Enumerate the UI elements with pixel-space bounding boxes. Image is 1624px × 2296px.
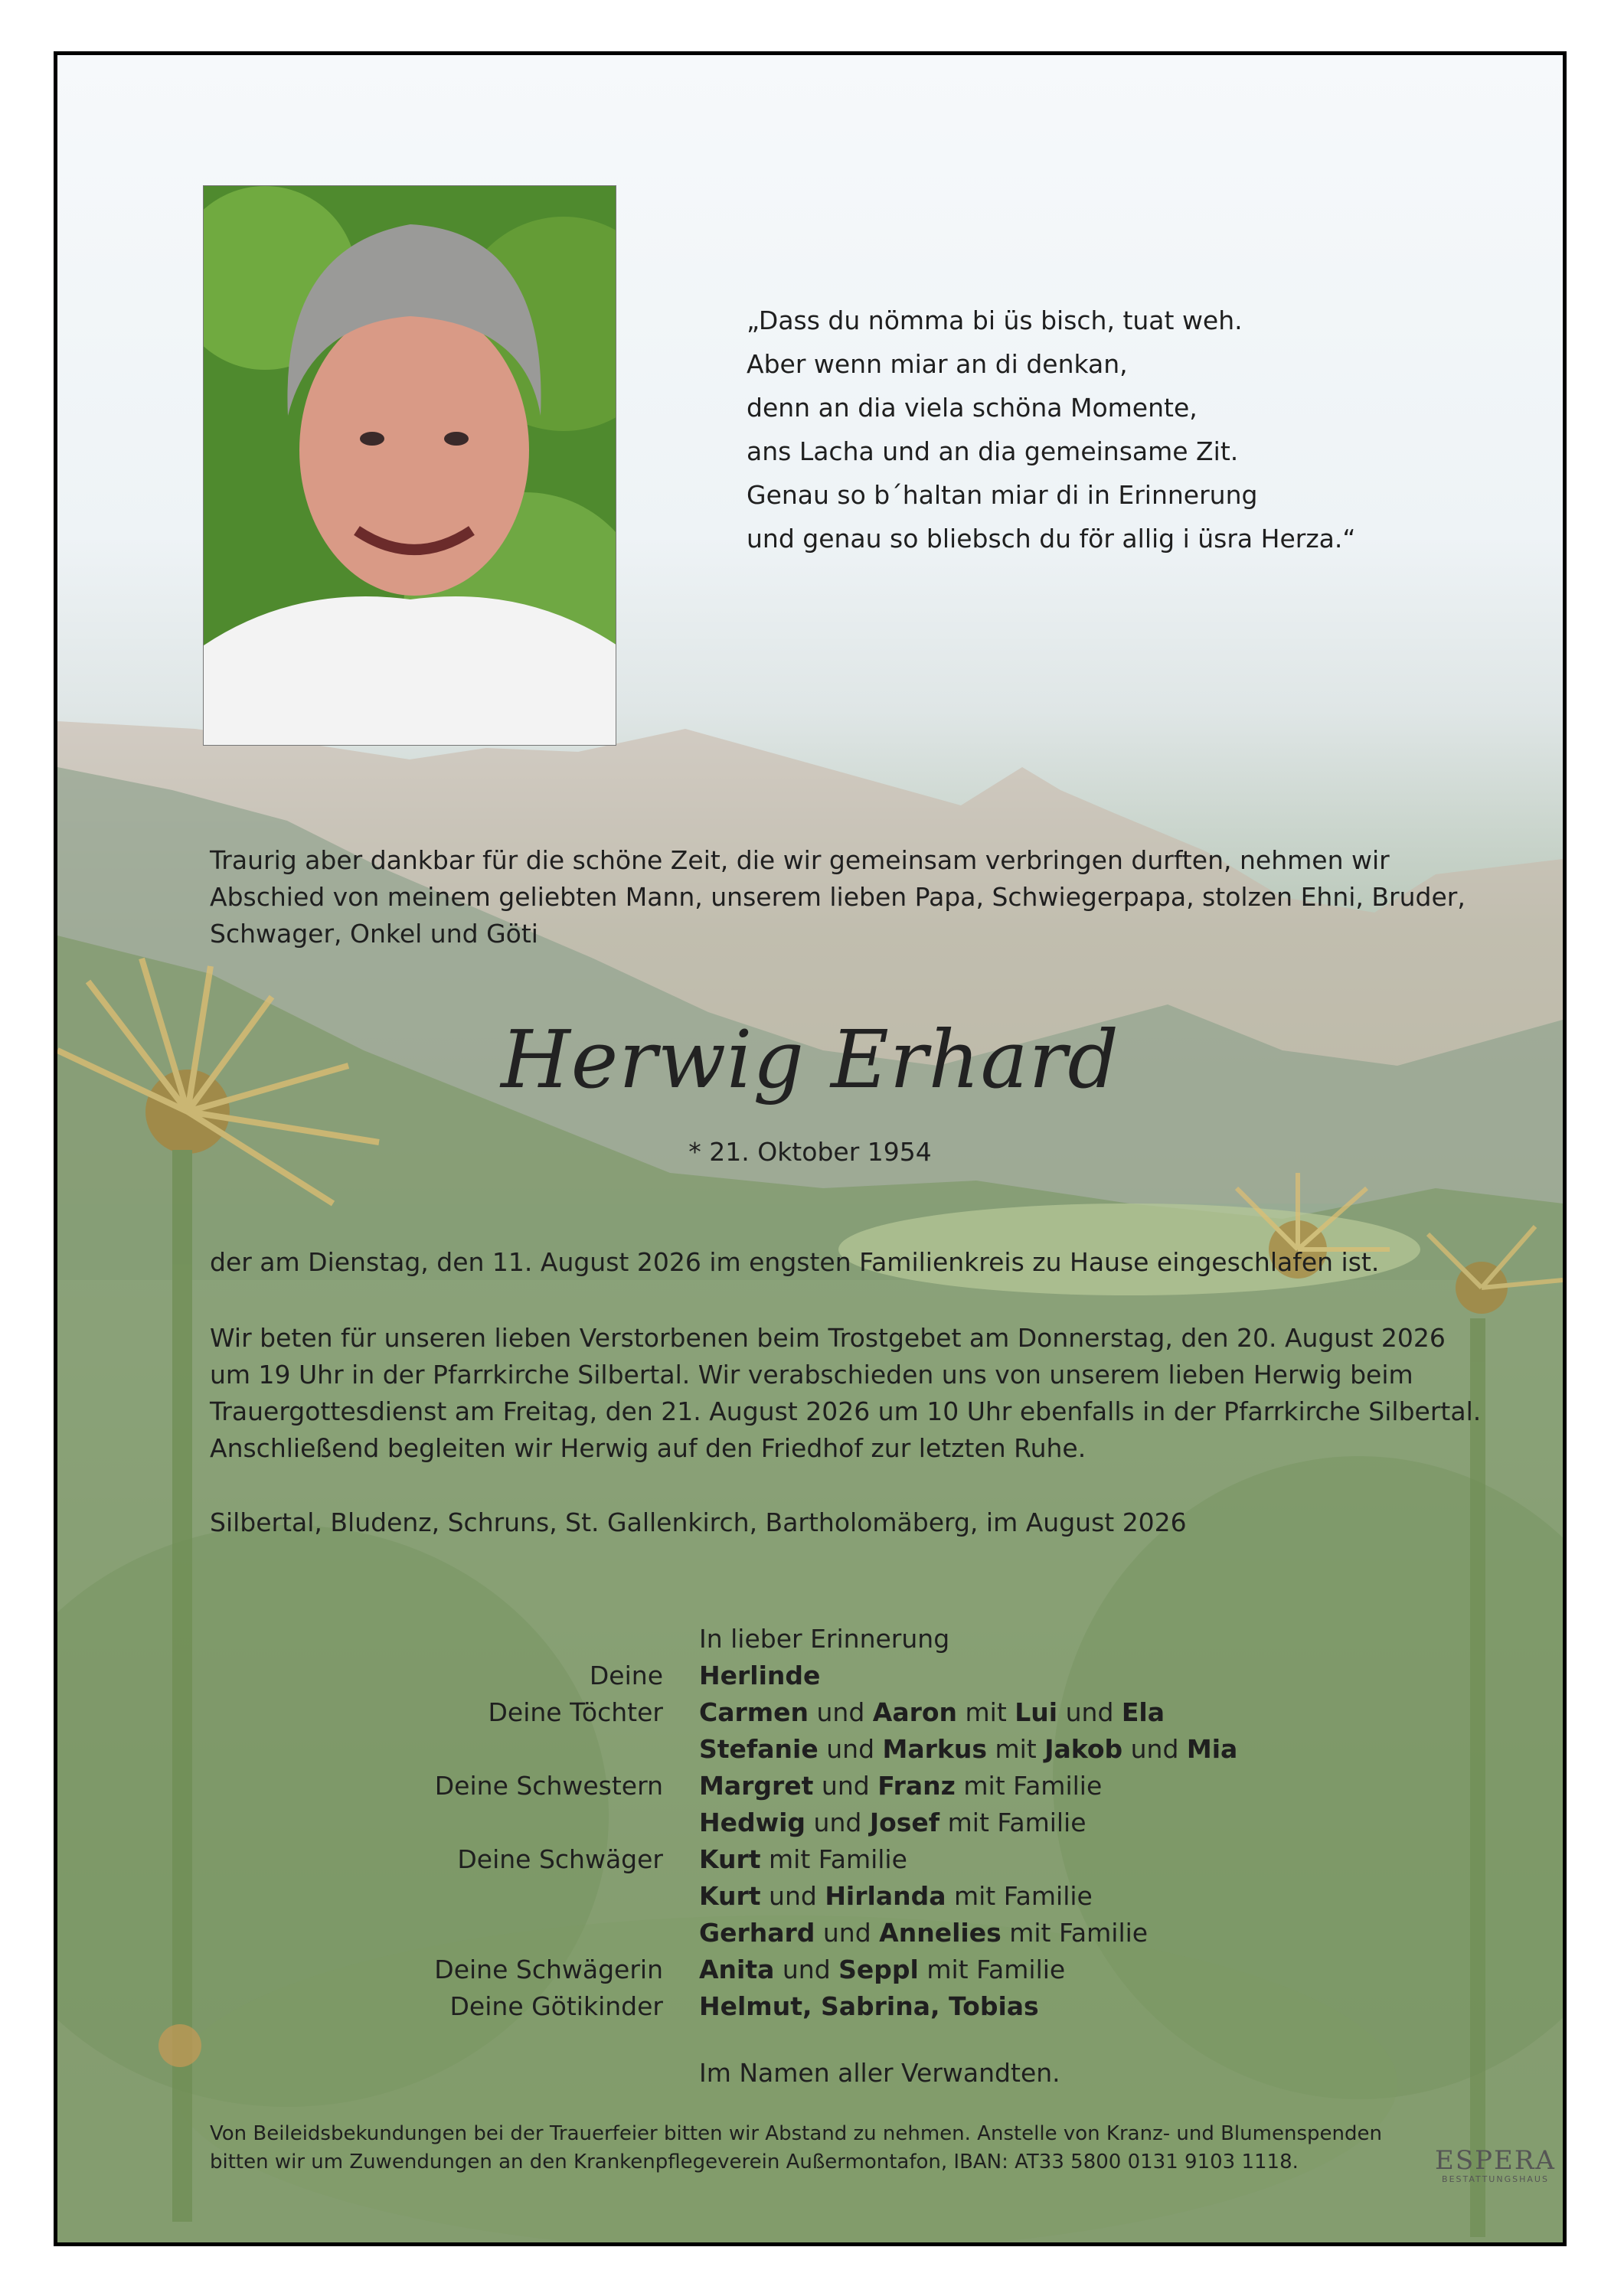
closing-line: Im Namen aller Verwandten. [699, 2058, 1060, 2088]
family-member-name: Kurt [699, 1844, 761, 1874]
quote-line: Aber wenn miar an di denkan, [747, 349, 1128, 379]
quote-line: denn an dia viela schöna Momente, [747, 393, 1198, 423]
family-member-name: Ela [1121, 1697, 1165, 1727]
family-connector: und [774, 1955, 839, 1984]
family-member-name: Annelies [879, 1918, 1002, 1948]
quote-line: ans Lacha und an dia gemeinsame Zit. [747, 436, 1239, 466]
service-line: Anschließend begleiten wir Herwig auf den Friedhof zur letzten Ruhe. [210, 1433, 1086, 1463]
service-line: um 19 Uhr in der Pfarrkirche Silbertal. Wir verabschieden uns von unserem lieben Herwig beim [210, 1360, 1413, 1390]
family-connector: mit Familie [918, 1955, 1066, 1984]
family-member-name: Seppl [838, 1955, 919, 1984]
family-connector: und [815, 1918, 880, 1948]
family-member-name: Herlinde [699, 1661, 821, 1690]
family-connector: mit Familie [946, 1881, 1093, 1911]
service-text [210, 1320, 1481, 1467]
family-relation: Deine Schwägerin [434, 1955, 663, 1984]
family-member-name: Josef [869, 1808, 940, 1837]
family-member-name: Stefanie [699, 1734, 819, 1764]
intro-line: Abschied von meinem geliebten Mann, unserem lieben Papa, Schwiegerpapa, stolzen Ehni, Bruder, [210, 882, 1466, 912]
family-member-name: Margret [699, 1771, 814, 1801]
family-relation: Deine Schwestern [434, 1771, 663, 1801]
family-member-name: Mia [1186, 1734, 1238, 1764]
family-connector: und [805, 1808, 870, 1837]
birth-date: * 21. Oktober 1954 [688, 1137, 932, 1167]
donation-notice [210, 2120, 1382, 2177]
family-connector: und [813, 1771, 878, 1801]
family-member-name: Lui [1015, 1697, 1058, 1727]
family-member-name: Hedwig [699, 1808, 806, 1837]
service-line: Trauergottesdienst am Freitag, den 21. August 2026 um 10 Uhr ebenfalls in der Pfarrkirche Silbertal. [210, 1396, 1482, 1426]
quote-line: „Dass du nömma bi üs bisch, tuat weh. [747, 305, 1243, 335]
family-member-name: Hirlanda [825, 1881, 946, 1911]
intro-line: Traurig aber dankbar für die schöne Zeit, die wir gemeinsam verbringen durften, nehmen wir [210, 845, 1390, 875]
family-names [699, 1694, 1165, 1731]
funeral-home-logo [1434, 2147, 1557, 2184]
family-names [699, 1878, 1093, 1915]
family-member-name: Jakob [1044, 1734, 1123, 1764]
intro-line: Schwager, Onkel und Göti [210, 919, 538, 949]
family-member-name: Carmen [699, 1697, 809, 1727]
family-relation: Deine Schwäger [457, 1844, 663, 1874]
quote-line: Genau so b´haltan miar di in Erinnerung [747, 480, 1258, 510]
family-connector: und [1122, 1734, 1187, 1764]
family-connector: und [760, 1881, 825, 1911]
family-connector: mit [986, 1734, 1045, 1764]
family-connector: und [1057, 1697, 1122, 1727]
family-names [699, 1951, 1065, 1988]
family-relation: Deine Töchter [488, 1697, 663, 1727]
family-connector: und [809, 1697, 873, 1727]
family-connector: mit Familie [1001, 1918, 1149, 1948]
family-connector: und [818, 1734, 883, 1764]
family-member-name: Markus [882, 1734, 987, 1764]
family-connector: mit Familie [939, 1808, 1086, 1837]
memory-heading: In lieber Erinnerung [699, 1624, 950, 1654]
family-member-name: Aaron [872, 1697, 958, 1727]
family-connector: mit Familie [760, 1844, 907, 1874]
places-date: Silbertal, Bludenz, Schruns, St. Gallenkirch, Bartholomäberg, im August 2026 [210, 1507, 1187, 1537]
family-names [699, 1768, 1102, 1804]
family-connector: mit Familie [955, 1771, 1103, 1801]
portrait-photo [203, 185, 616, 746]
notice-line: Von Beileidsbekundungen bei der Trauerfeier bitten wir Abstand zu nehmen. Anstelle von Kranz- und Blumenspenden [210, 2122, 1382, 2145]
family-names [699, 1841, 907, 1878]
family-member-name: Helmut, Sabrina, Tobias [699, 1991, 1039, 2021]
logo-brand: ESPERA [1435, 2145, 1556, 2176]
notice-line: bitten wir um Zuwendungen an den Krankenpflegeverein Außermontafon, IBAN: AT33 5800 0131 9103 1118. [210, 2151, 1299, 2174]
quote-verse [747, 299, 1355, 560]
family-names [699, 1731, 1237, 1768]
family-member-name: Franz [877, 1771, 956, 1801]
family-names [699, 1804, 1086, 1841]
family-member-name: Gerhard [699, 1918, 815, 1948]
family-relation: Deine [589, 1661, 663, 1690]
family-member-name: Kurt [699, 1881, 761, 1911]
death-notice: der am Dienstag, den 11. August 2026 im engsten Familienkreis zu Hause eingeschlafen ist. [210, 1247, 1380, 1277]
parte-card [54, 51, 1567, 2246]
family-member-name: Anita [699, 1955, 775, 1984]
family-names [699, 1915, 1148, 1951]
service-line: Wir beten für unseren lieben Verstorbenen beim Trostgebet am Donnerstag, den 20. August 2026 [210, 1323, 1446, 1353]
family-names [699, 1988, 1039, 2025]
family-relation: Deine Götikinder [449, 1991, 663, 2021]
family-connector: mit [957, 1697, 1015, 1727]
deceased-name: Herwig Erhard [501, 1013, 1119, 1106]
quote-line: und genau so bliebsch du för allig i üsra Herza.“ [747, 524, 1356, 554]
intro-text [210, 842, 1466, 952]
family-names [699, 1657, 820, 1694]
logo-subtitle: BESTATTUNGSHAUS [1442, 2174, 1549, 2184]
